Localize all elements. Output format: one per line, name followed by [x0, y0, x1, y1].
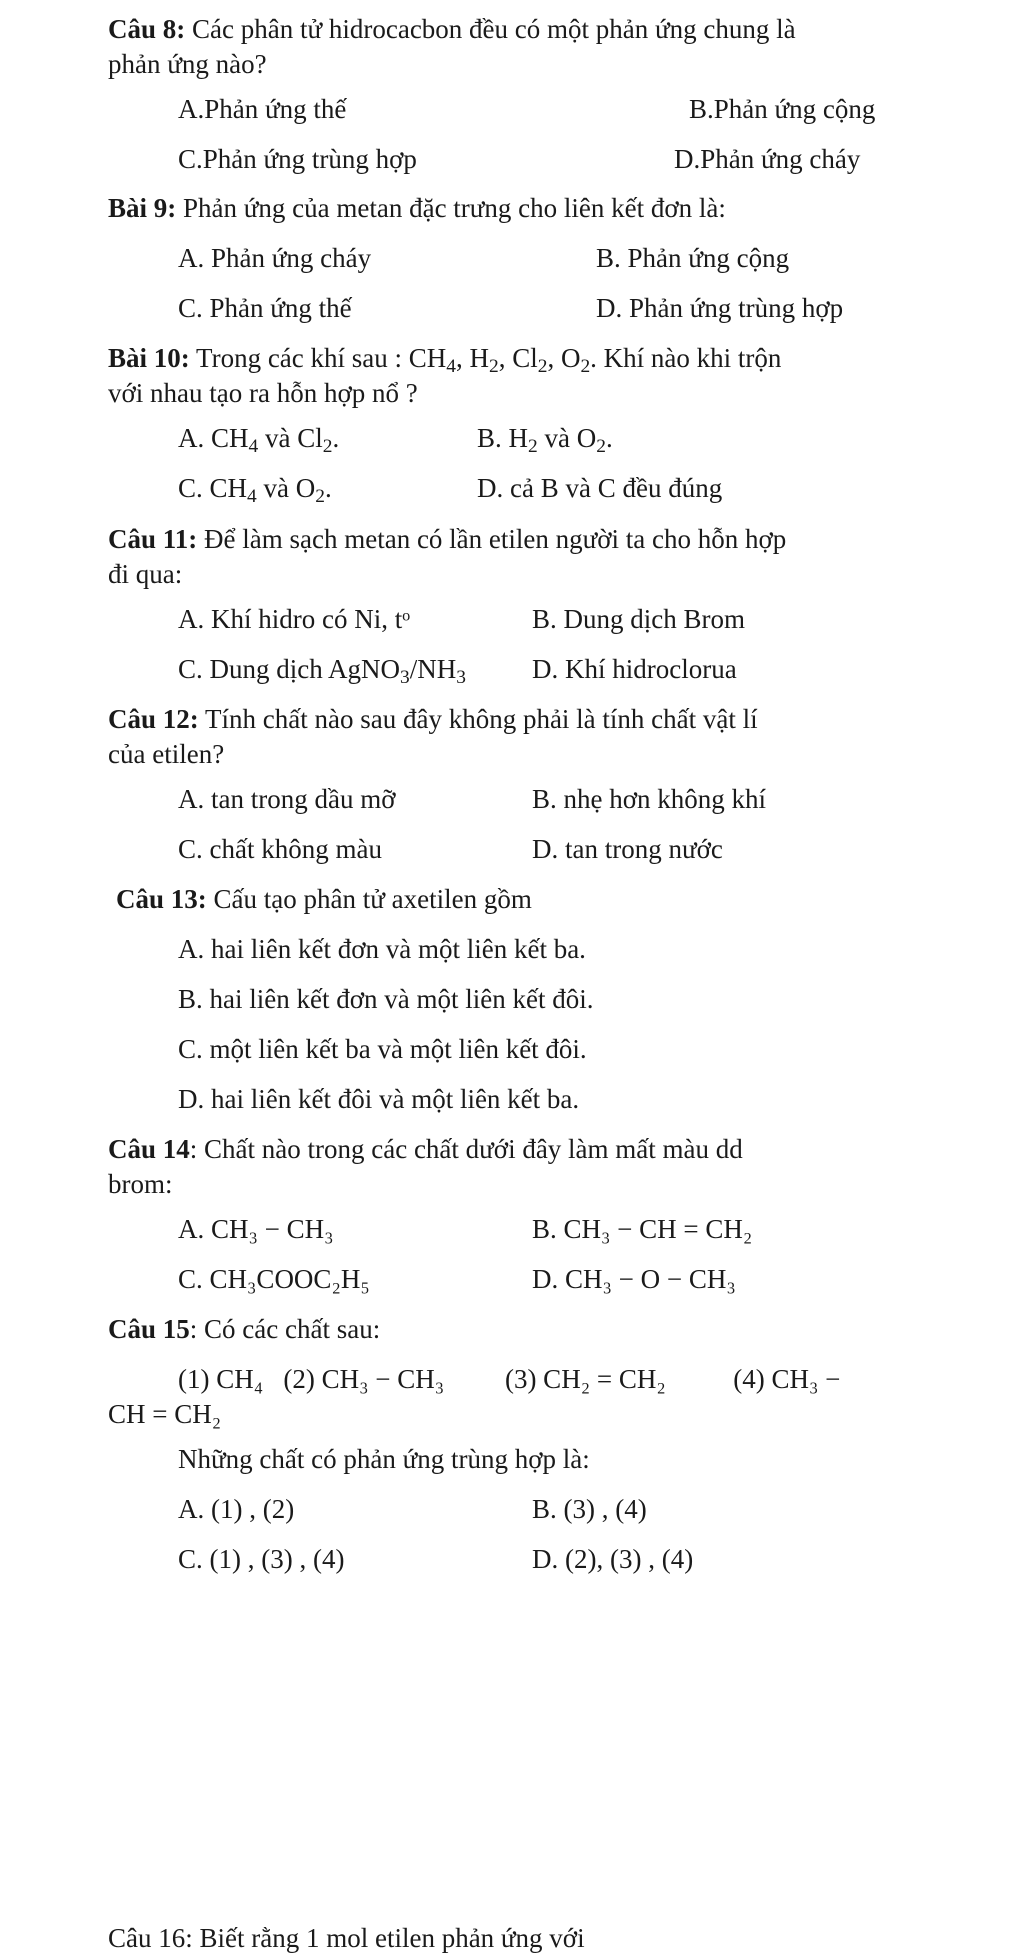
question-10-option-b[interactable]: B. $H_2$ và $O_2$. [477, 423, 613, 457]
question-15-substance-list: (1) CH₄ (2) CH₃ − CH₃ (3) CH₂ = CH₂ (4) CH₃ − [178, 1364, 841, 1394]
question-12-stem [108, 703, 758, 735]
question-8-option-c[interactable]: C.Phản ứng trùng hợp [178, 144, 417, 174]
question-9-option-d[interactable]: D. Phản ứng trùng hợp [596, 293, 844, 323]
question-15-label: Câu 15 [108, 1314, 190, 1344]
question-8-option-a[interactable]: A.Phản ứng thế [178, 94, 347, 124]
question-9-text: Phản ứng của metan đặc trưng cho liên kết đơn là: [176, 193, 726, 223]
question-14-option-b[interactable]: B. CH₃ − CH = CH₂ [532, 1214, 753, 1244]
question-15-prompt: Những chất có phản ứng trùng hợp là: [178, 1444, 590, 1474]
question-13-stem [116, 883, 532, 915]
question-8-text: Các phân tử hidrocacbon đều có một phản ứng chung là [185, 14, 796, 44]
question-10-option-a[interactable]: A. $CH_4$ và $Cl_2$. [178, 423, 340, 457]
question-10-stem-cont: với nhau tạo ra hỗn hợp nổ ? [108, 378, 418, 408]
question-15-option-d[interactable]: D. (2), (3) , (4) [532, 1544, 694, 1574]
question-13-option-b[interactable]: B. hai liên kết đơn và một liên kết đôi. [178, 984, 594, 1014]
question-9-option-b[interactable]: B. Phản ứng cộng [596, 243, 790, 273]
question-8-stem [108, 13, 796, 45]
question-9-stem [108, 192, 726, 224]
question-12-option-b[interactable]: B. nhẹ hơn không khí [532, 784, 767, 814]
question-11-label: Câu 11: [108, 524, 198, 554]
question-14-option-d[interactable]: D. CH₃ − O − CH₃ [532, 1264, 736, 1294]
question-12-stem-cont: của etilen? [108, 739, 225, 769]
question-9-option-c[interactable]: C. Phản ứng thế [178, 293, 352, 323]
question-8-option-d[interactable]: D.Phản ứng cháy [674, 144, 861, 174]
question-9-label: Bài 9: [108, 193, 177, 223]
question-10-label: Bài 10: [108, 343, 190, 373]
question-12-text: Tính chất nào sau đây không phải là tính chất vật lí [198, 704, 758, 734]
question-14-text: : Chất nào trong các chất dưới đây làm mất màu dd [189, 1134, 743, 1164]
question-12-option-a[interactable]: A. tan trong dầu mỡ [178, 784, 396, 814]
question-12-label: Câu 12: [108, 704, 199, 734]
question-9-option-a[interactable]: A. Phản ứng cháy [178, 243, 372, 273]
question-10-stem: Bài 10: Trong các khí sau : $CH_4$, $H_2$, $Cl_2$, $O_2$. Khí nào khi trộn [108, 343, 782, 377]
question-15-substance-list-cont: CH = CH₂ [108, 1399, 222, 1429]
question-11-option-a[interactable]: A. Khí hidro có Ni, tᵒ [178, 604, 411, 634]
question-8-label: Câu 8: [108, 14, 186, 44]
question-13-label: Câu 13: [116, 884, 207, 914]
question-11-stem-cont: đi qua: [108, 559, 183, 589]
question-15-text: : Có các chất sau: [189, 1314, 381, 1344]
question-11-stem [108, 523, 786, 555]
question-14-label: Câu 14 [108, 1134, 190, 1164]
question-11-option-c[interactable]: C. Dung dịch $AgNO_3/NH_3$ [178, 654, 466, 688]
question-11-option-d[interactable]: D. Khí hidroclorua [532, 654, 737, 684]
question-13-option-d[interactable]: D. hai liên kết đôi và một liên kết ba. [178, 1084, 580, 1114]
question-15-stem [108, 1313, 380, 1345]
question-13-text: Cấu tạo phân tử axetilen gồm [206, 884, 532, 914]
question-13-option-a[interactable]: A. hai liên kết đơn và một liên kết ba. [178, 934, 586, 964]
question-8-stem-cont: phản ứng nào? [108, 49, 267, 79]
question-11-option-b[interactable]: B. Dung dịch Brom [532, 604, 745, 634]
question-13-option-c[interactable]: C. một liên kết ba và một liên kết đôi. [178, 1034, 587, 1064]
question-16-stem-cut: Câu 16: Biết rằng 1 mol etilen phản ứng với [108, 1923, 585, 1953]
question-10-option-c[interactable]: C. $CH_4$ và $O_2$. [178, 473, 332, 507]
question-15-option-b[interactable]: B. (3) , (4) [532, 1494, 647, 1524]
question-14-option-a[interactable]: A. CH₃ − CH₃ [178, 1214, 334, 1244]
question-14-stem [108, 1133, 743, 1165]
question-11-text: Để làm sạch metan có lần etilen người ta cho hỗn hợp [197, 524, 787, 554]
question-12-option-c[interactable]: C. chất không màu [178, 834, 382, 864]
question-8-option-b[interactable]: B.Phản ứng cộng [689, 94, 876, 124]
question-15-option-c[interactable]: C. (1) , (3) , (4) [178, 1544, 345, 1574]
question-15-option-a[interactable]: A. (1) , (2) [178, 1494, 295, 1524]
question-10-option-d[interactable]: D. cả B và C đều đúng [477, 473, 723, 503]
question-12-option-d[interactable]: D. tan trong nước [532, 834, 723, 864]
question-14-option-c[interactable]: C. CH₃COOC₂H₅ [178, 1264, 370, 1294]
question-14-stem-cont: brom: [108, 1169, 173, 1199]
